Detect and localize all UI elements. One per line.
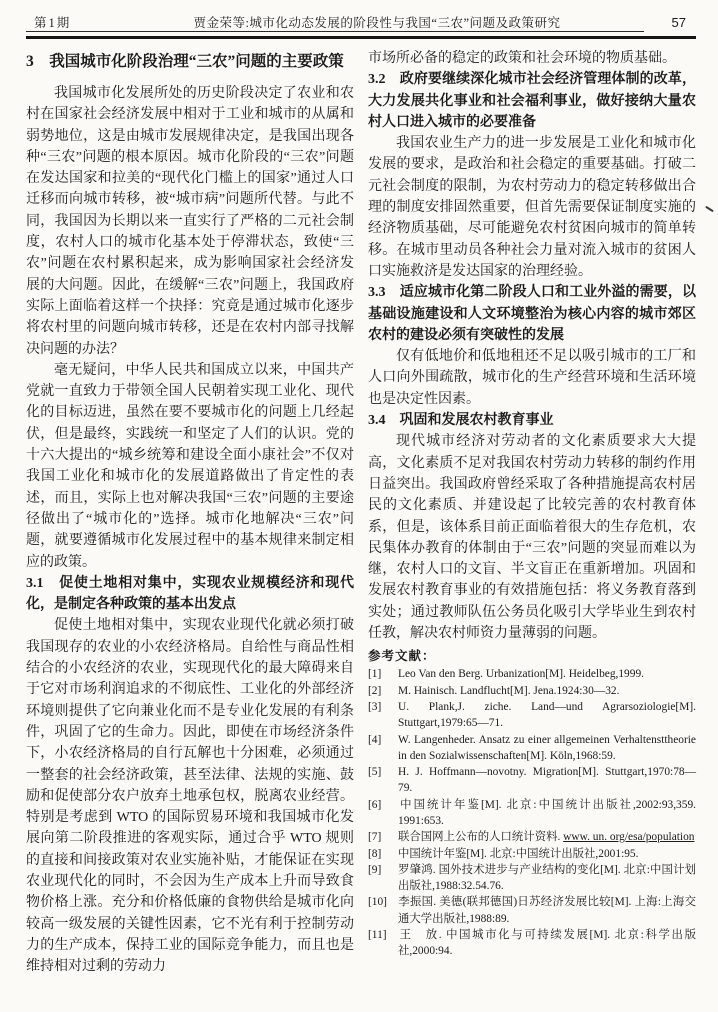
reference-item: [368, 846, 696, 862]
reference-item: [368, 764, 696, 797]
reference-text: H. J. Hoffmann—novotny. Migration[M]. Stuttgart,1970:78—79.: [398, 766, 696, 795]
reference-item: [368, 927, 696, 960]
body-paragraph: 我国城市化发展所处的历史阶段决定了农业和农村在国家社会经济发展中相对于工业和城市的从属和弱势地位，这是由城市发展规律决定，是我国出现各种“三农”问题的根本原因。城市化阶段的“三农”问题在发达国家和拉美的“现代化门槛上的国家”通过人口迁移而向城市转移，被“城市病”问题所代替。与此不同，我国因为长期以来一直实行了严格的二元社会制度，农村人口的城市化基本处于停滞状态，致使“三农”问题在农村累积起来，成为影响国家社会经济发展的大问题。因此，在缓解“三农”问题上，我国政府实际上面临着这样一个抉择：究竟是通过城市化逐步将农村里的问题向城市转移，还是在农村内部寻找解决问题的办法？: [26, 86, 354, 357]
reference-label: [7]: [368, 831, 382, 844]
subsection-heading: 3.3 适应城市化第二阶段人口和工业外溢的需要，以基础设施建设和人文环境整治为核心内容的城市郊区农村的建设必须有突破性的发展: [368, 285, 696, 343]
subsection-heading: 3.1 促使土地相对集中，实现农业规模经济和现代化，是制定各种政策的基本出发点: [26, 575, 354, 613]
body-paragraph: 现代城市经济对劳动者的文化素质要求大大提高，文化素质不足对我国农村劳动力转移的制约作用日益突出。我国政府曾经采取了各种措施提高农村居民的文化素质、并建设起了比较完善的农村教育体系，但是，该体系目前正面临着很大的生存危机，农民集体办教育的体制由于“三农”问题的突显而难以为继，农村人口的文盲、半文盲正在重新增加。巩固和发展农村教育事业的有效措施包括：将义务教育落到实处；通过教师队伍公务员化吸引大学毕业生到农村任教，解决农村师资力量薄弱的问题。: [368, 434, 696, 642]
subsection-heading: 3.4 巩固和发展农村教育事业: [368, 413, 554, 429]
left-column: [26, 48, 354, 977]
reference-item: [368, 666, 696, 682]
body-paragraph: 毫无疑问，中华人民共和国成立以来，中国共产党就一直致力于带领全国人民朝着实现工业化、现代化的目标迈进，虽然在要不要城市化的问题上几经起伏，但是最终，实践统一和坚定了人们的认识。党的十六大提出的“城乡统筹和建设全面小康社会”不仅对我国工业化和城市化的发展道路做出了肯定性的表述，而且，实际上也对解决我国“三农”问题的主要途径做出了“城市化的”选择。城市化地解决“三农”问题，就要遵循城市化发展过程中的基本规律来制定相应的政策。: [26, 362, 354, 570]
subsection-heading: 3.2 政府要继续深化城市社会经济管理体制的改革，大力发展共化事业和社会福利事业，做好接纳大量农村人口进入城市的必要准备: [368, 72, 696, 130]
reference-text: 罗肇鸿. 国外技术进步与产业结构的变化[M]. 北京:中国计划出版社,1988:32.54.76.: [398, 863, 696, 893]
section-heading: 3 我国城市化阶段治理“三农”问题的主要政策: [26, 53, 344, 70]
page-number: 57: [671, 15, 686, 30]
running-title: 贾金荣等:城市化动态发展的阶段性与我国“三农”问题及政策研究: [193, 16, 561, 30]
reference-item: [368, 732, 696, 765]
reference-text: U. Plank,J. ziche. Land—und Agrarsoziologie[M]. Stuttgart,1979:65—71.: [398, 700, 696, 730]
references-title: 参考文献：: [368, 649, 436, 664]
reference-text: 中国统计年鉴[M]. 北京:中国统计出版社,2001:95.: [398, 847, 639, 860]
body-paragraph: 仅有低地价和低地租还不足以吸引城市的工厂和人口向外围疏散，城市化的生产经营环境和生活环境也是决定性因素。: [368, 349, 696, 407]
reference-label: [11]: [368, 929, 387, 942]
reference-text: W. Langenheder. Ansatz zu einer allgemeinen Verhaltensttheorie in den Sozialwissenschaften[M]. Köln,1968:59.: [398, 733, 696, 762]
reference-label: [10]: [368, 896, 387, 909]
right-column: [368, 48, 696, 977]
body-paragraph: 市场所必备的稳定的政策和社会环境的物质基础。: [368, 51, 676, 66]
reference-label: [6]: [368, 798, 382, 811]
reference-label: [1]: [368, 668, 382, 681]
pen-mark-artifact: [705, 205, 715, 214]
reference-item: [368, 894, 696, 927]
reference-item: [368, 797, 696, 830]
journal-issue: 第1期: [34, 16, 72, 30]
header-rule-thin: [26, 31, 644, 32]
reference-item: [368, 862, 696, 895]
body-paragraph: 促使土地相对集中，实现农业现代化就必须打破我国现存的农业的小农经济格局。自给性与商品性相结合的小农经济的农业，实现现代化的最大障碍来自于它对市场利润追求的不彻底性、工业化的外部经济环境则提供了它向兼业化而不是专业化发展的有利条件，巩固了它的生命力。因此，即使在市场经济条件下，小农经济格局的自行瓦解也十分困难，必须通过一整套的社会经济政策，甚至法律、法规的实施、鼓励和促使部分农户放弃土地承包权，脱离农业经营。特别是考虑到 WTO 的国际贸易环境和我国城市化发展向第二阶段推进的客观实际，通过合乎 WTO 规则的直接和间接政策对农业实施补贴，才能保证在实现农业现代化的同时，不会因为生产成本上升而导致食物价格上涨。充分和价格低廉的食物供给是城市化向较高一级发展的关键性因素，它不光有利于控制劳动力的生产成本，保持工业的国际竞争能力，而且也是维持相对过剩的劳动力: [26, 618, 354, 975]
reference-text: Leo Van den Berg. Urbanization[M]. Heidelbeg,1999.: [398, 668, 644, 681]
reference-label: [8]: [368, 847, 382, 860]
reference-label: [4]: [368, 733, 382, 746]
reference-label: [9]: [368, 863, 382, 876]
reference-item: [368, 829, 696, 845]
reference-text: 王 放. 中国城市化与可持续发展[M]. 北京:科学出版社,2000:94.: [398, 929, 696, 958]
reference-text: M. Hainisch. Landflucht[M]. Jena.1924:30—32.: [398, 684, 620, 697]
reference-item: [368, 683, 696, 699]
reference-label: [5]: [368, 766, 382, 779]
reference-item: [368, 699, 696, 732]
reference-url: www. un. org/esa/population: [563, 831, 695, 844]
header-rule-thick: [26, 36, 696, 39]
running-header: [26, 13, 696, 30]
reference-label: [2]: [368, 684, 382, 697]
reference-text: 联合国网上公布的人口统计资料.: [398, 831, 564, 844]
two-column-body: [26, 48, 696, 977]
body-paragraph: 我国农业生产力的进一步发展是工业化和城市化发展的要求，是政治和社会稳定的重要基础。打破二元社会制度的限制，为农村劳动力的稳定转移做出合理的制度安排固然重要，但首先需要保证制度实施的经济物质基础，尽可能避免农村贫困向城市的简单转移。在城市里动员各种社会力量对流入城市的贫困人口实施救济是发达国家的治理经验。: [368, 136, 696, 279]
reference-text: 李振国. 美德(联邦德国)日苏经济发展比较[M]. 上海:上海交通大学出版社,1988:89.: [398, 896, 696, 925]
reference-label: [3]: [368, 700, 382, 713]
reference-text: 中国统计年鉴[M]. 北京:中国统计出版社,2002:93,359. 1991:653.: [398, 798, 696, 827]
